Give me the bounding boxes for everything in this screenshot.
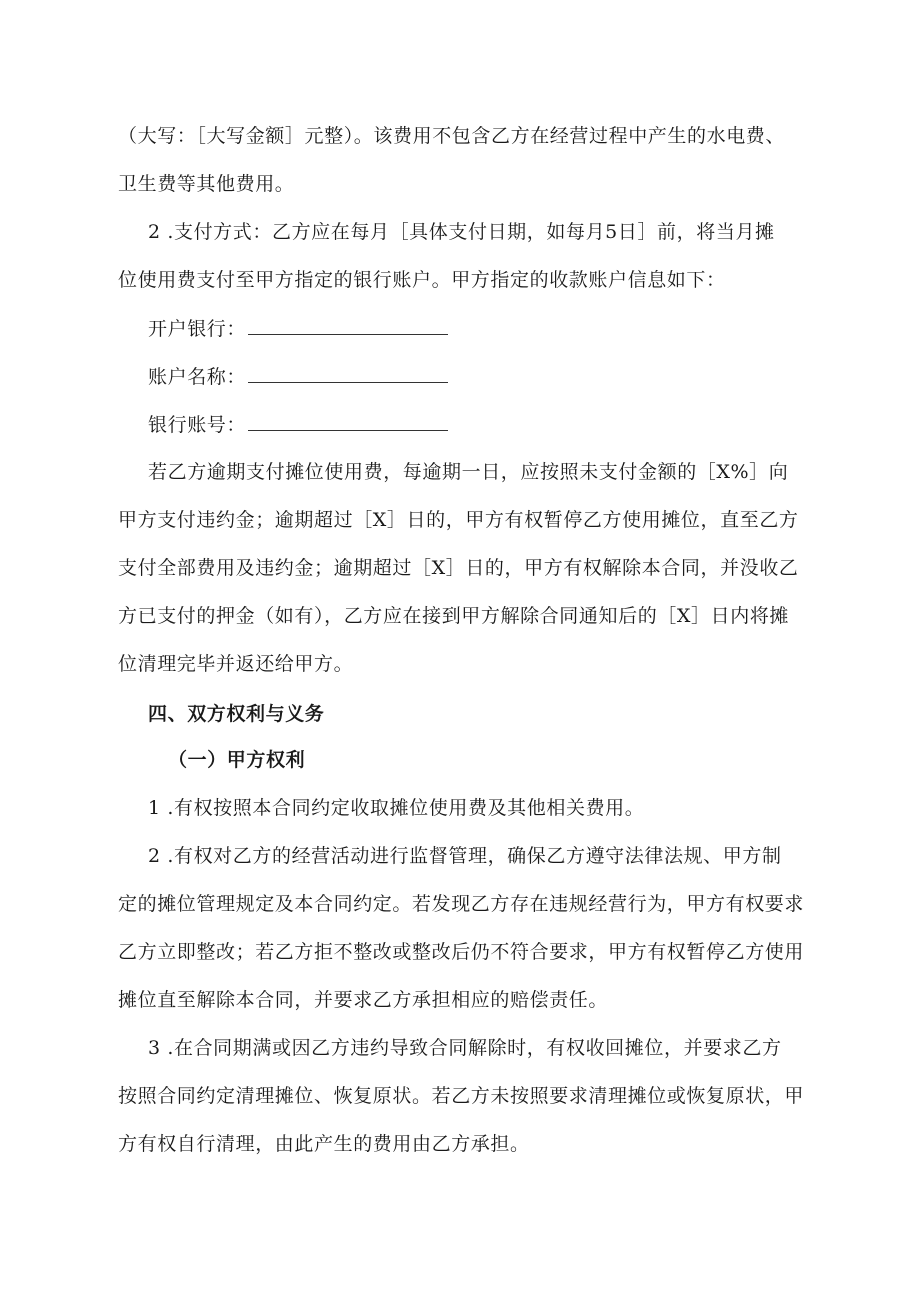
paragraph-line: 卫生费等其他费用。 (118, 173, 295, 195)
penalty-line: 支付全部费用及违约金；逾期超过［X］日的，甲方有权解除本合同，并没收乙 (118, 557, 799, 579)
right-item-2: 乙方立即整改；若乙方拒不整改或整改后仍不符合要求，甲方有权暂停乙方使用 (118, 941, 805, 963)
penalty-line: 若乙方逾期支付摊位使用费，每逾期一日，应按照未支付金额的［X%］向 (148, 461, 789, 483)
bank-field (148, 316, 448, 341)
penalty-line: 方已支付的押金（如有），乙方应在接到甲方解除合同通知后的［X］日内将摊 (118, 605, 790, 627)
payment-method-line: 位使用费支付至甲方指定的银行账户。甲方指定的收款账户信息如下： (118, 269, 726, 291)
right-item-3: 方有权自行清理，由此产生的费用由乙方承担。 (118, 1133, 530, 1155)
account-number-field (148, 412, 448, 437)
account-number-blank (248, 412, 448, 431)
bank-label: 开户银行： (148, 318, 247, 340)
right-item-3: 按照合同约定清理摊位、恢复原状。若乙方未按照要求清理摊位或恢复原状，甲 (118, 1085, 805, 1107)
right-item-3: 3 .在合同期满或因乙方违约导致合同解除时，有权收回摊位，并要求乙方 (148, 1037, 782, 1059)
penalty-line: 甲方支付违约金；逾期超过［X］日的，甲方有权暂停乙方使用摊位，直至乙方 (118, 509, 799, 531)
paragraph-line: （大写：［大写金额］元整）。该费用不包含乙方在经营过程中产生的水电费、 (118, 125, 786, 147)
account-number-label: 银行账号： (148, 414, 247, 436)
payment-method-line: 2 .支付方式：乙方应在每月［具体支付日期，如每月5日］前，将当月摊 (148, 221, 775, 243)
right-item-2: 2 .有权对乙方的经营活动进行监督管理，确保乙方遵守法律法规、甲方制 (148, 845, 782, 867)
subsection-heading: （一）甲方权利 (168, 749, 306, 771)
right-item-2: 摊位直至解除本合同，并要求乙方承担相应的赔偿责任。 (118, 989, 609, 1011)
penalty-line: 位清理完毕并返还给甲方。 (118, 653, 354, 675)
account-name-label: 账户名称： (148, 366, 247, 388)
right-item-2: 定的摊位管理规定及本合同约定。若发现乙方存在违规经营行为，甲方有权要求 (118, 893, 805, 915)
account-name-field (148, 364, 448, 389)
section-heading: 四、双方权利与义务 (148, 703, 325, 725)
right-item-1: 1 .有权按照本合同约定收取摊位使用费及其他相关费用。 (148, 797, 645, 819)
bank-blank (248, 316, 448, 335)
account-name-blank (248, 364, 448, 383)
